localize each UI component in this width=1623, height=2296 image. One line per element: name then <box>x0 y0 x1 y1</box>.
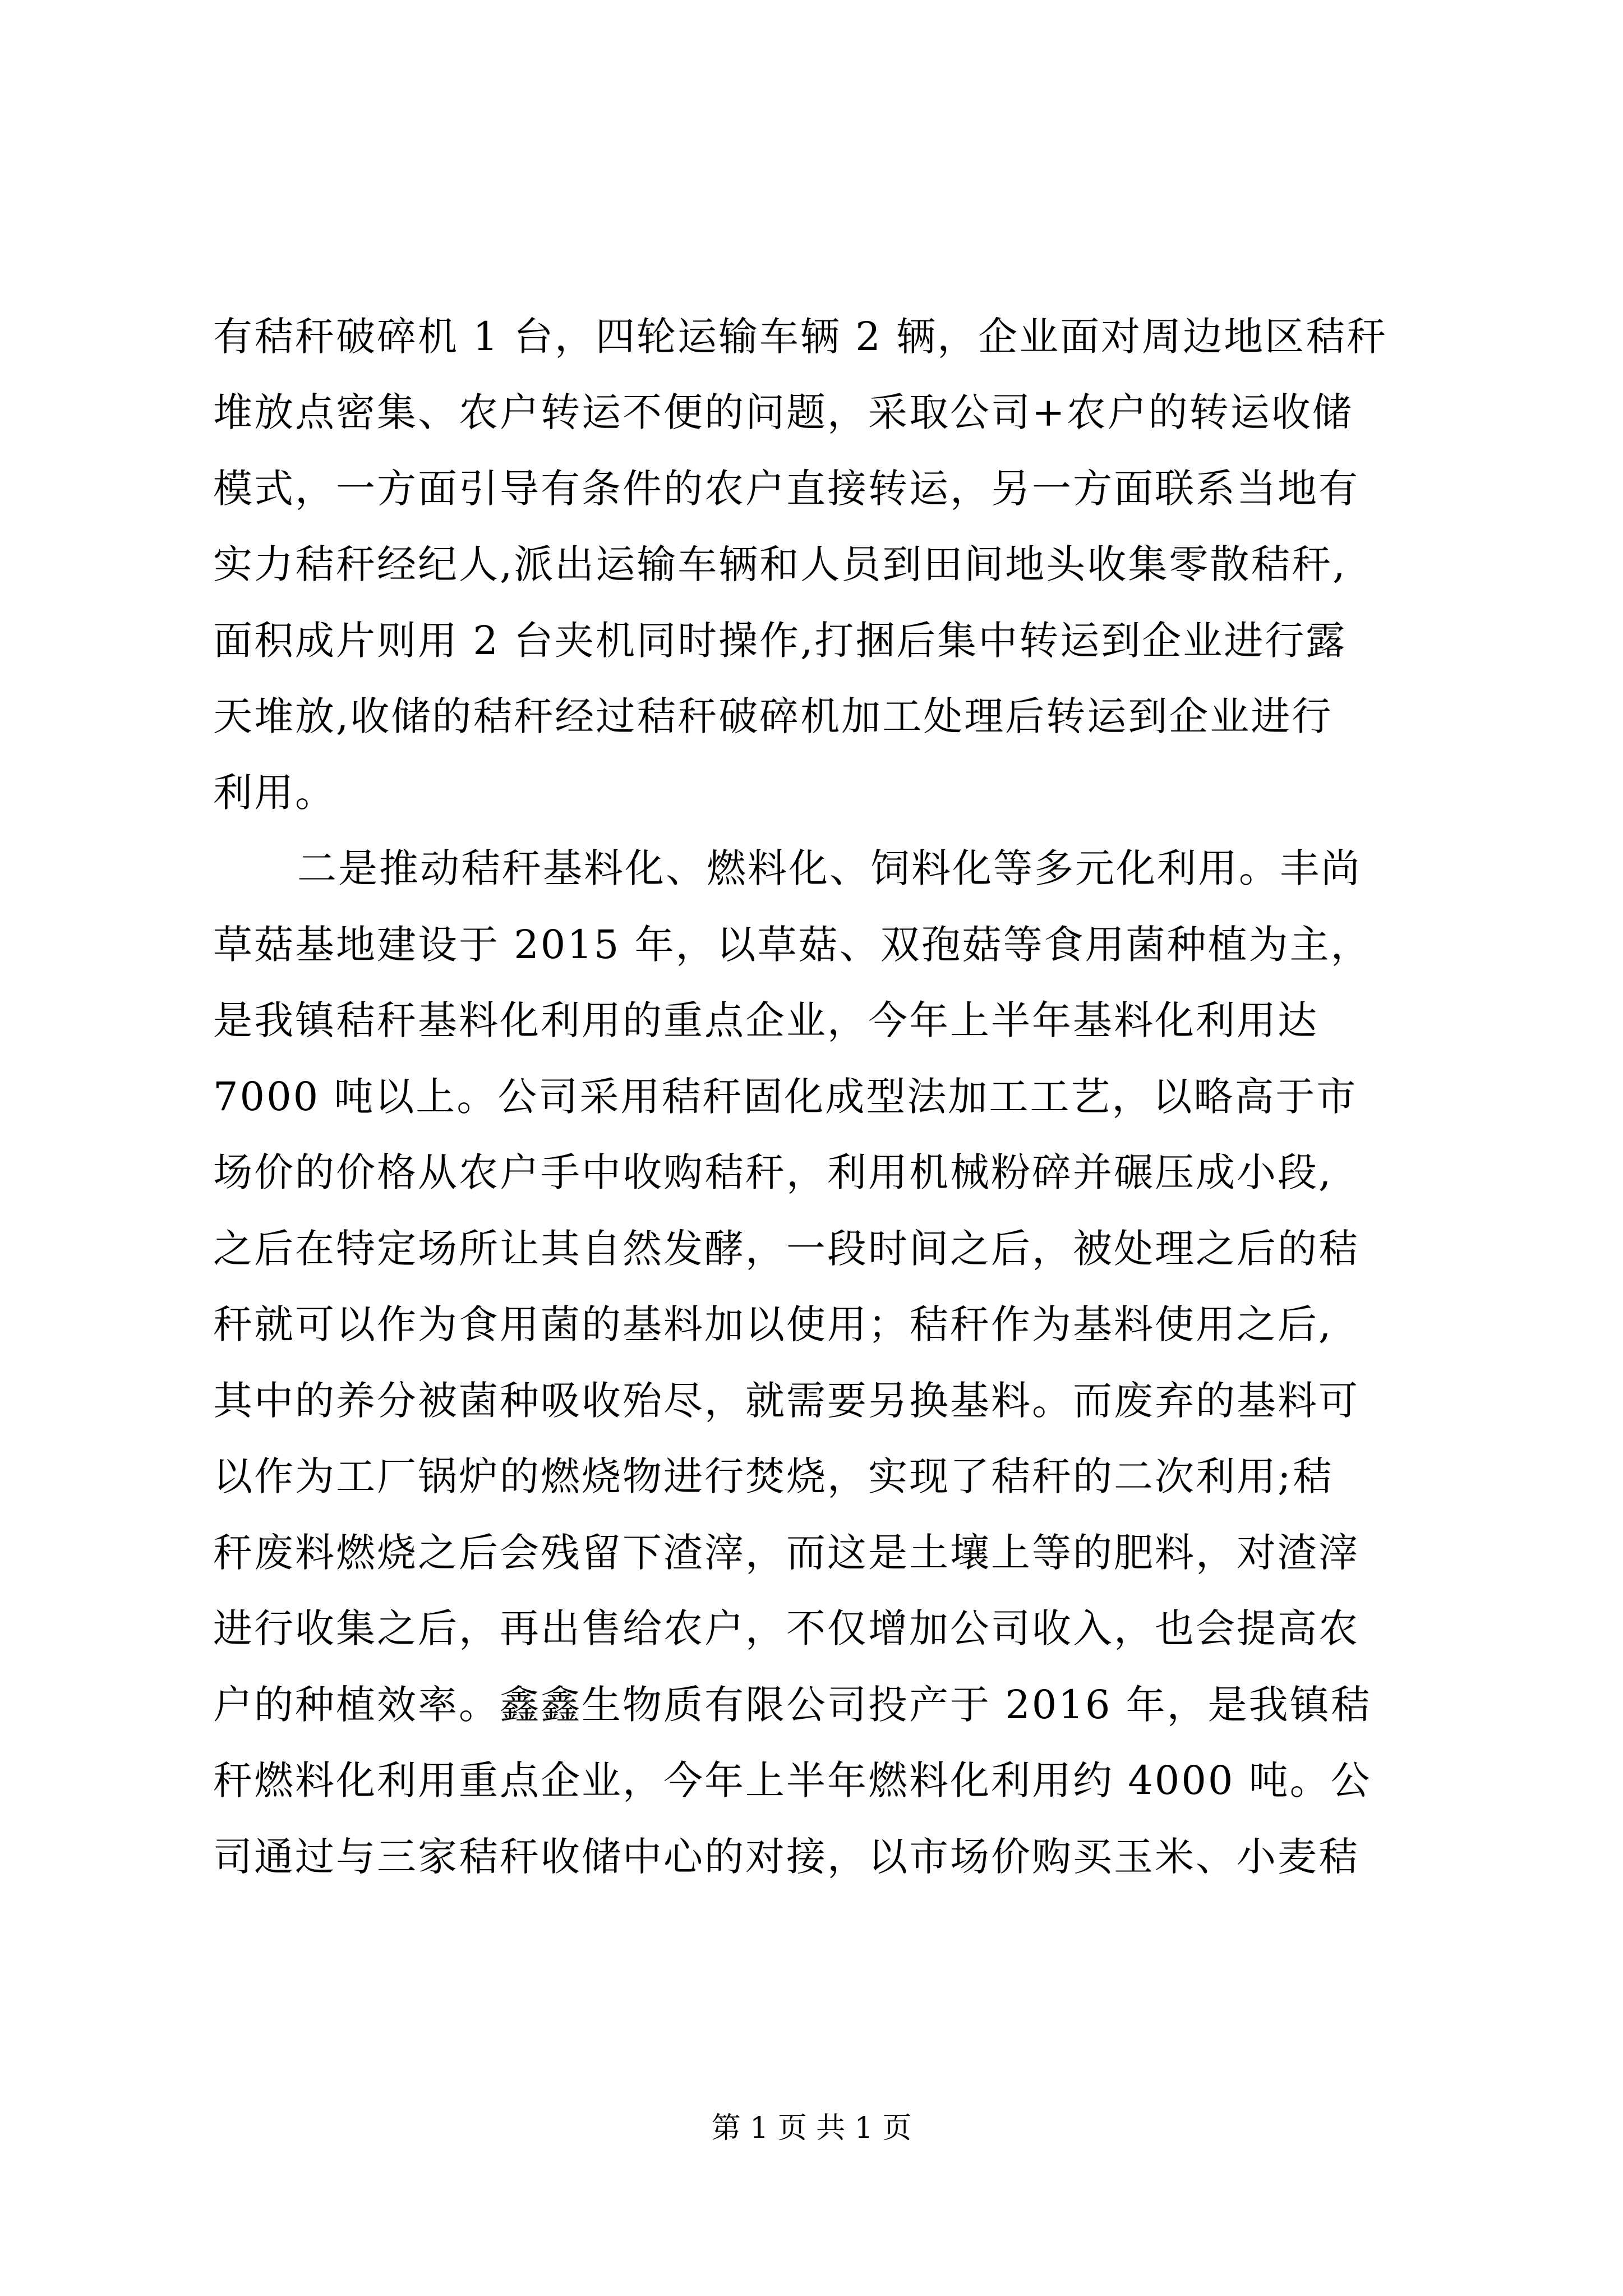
text-line: 草菇基地建设于 2015 年，以草菇、双孢菇等食用菌种植为主， <box>213 922 1372 968</box>
page-footer <box>0 2111 1623 2145</box>
text-line: 实力秸秆经纪人,派出运输车辆和人员到田间地头收集零散秸秆, <box>213 541 1347 587</box>
text-line: 秆燃料化利用重点企业，今年上半年燃料化利用约 4000 吨。公 <box>213 1757 1372 1803</box>
text-line: 是我镇秸秆基料化利用的重点企业，今年上半年基料化利用达 <box>213 997 1318 1043</box>
text-line: 利用。 <box>213 770 336 816</box>
text-line: 天堆放,收储的秸秆经过秸秆破碎机加工处理后转运到企业进行 <box>213 693 1333 739</box>
text-line: 模式，一方面引导有条件的农户直接转运，另一方面联系当地有 <box>213 466 1359 512</box>
text-line: 之后在特定场所让其自然发酵，一段时间之后，被处理之后的秸 <box>213 1226 1359 1272</box>
text-line: 堆放点密集、农户转运不便的问题，采取公司+农户的转运收储 <box>213 389 1353 435</box>
text-line: 以作为工厂锅炉的燃烧物进行焚烧，实现了秸秆的二次利用;秸 <box>213 1453 1334 1499</box>
text-line: 司通过与三家秸秆收储中心的对接，以市场价购买玉米、小麦秸 <box>213 1834 1359 1880</box>
paragraph-first-line: 二是推动秸秆基料化、燃料化、饲料化等多元化利用。丰尚 <box>297 845 1362 891</box>
text-line: 场价的价格从农户手中收购秸秆，利用机械粉碎并碾压成小段, <box>213 1149 1333 1195</box>
text-line: 有秸秆破碎机 1 台，四轮运输车辆 2 辆，企业面对周边地区秸秆 <box>213 314 1388 360</box>
text-line: 进行收集之后，再出售给农户，不仅增加公司收入，也会提高农 <box>213 1605 1359 1651</box>
text-line: 面积成片则用 2 台夹机同时操作,打捆后集中转运到企业进行露 <box>213 618 1347 664</box>
text-line: 秆就可以作为食用菌的基料加以使用；秸秆作为基料使用之后, <box>213 1301 1333 1347</box>
text-line: 其中的养分被菌种吸收殆尽，就需要另换基料。而废弃的基料可 <box>213 1378 1359 1424</box>
text-line: 7000 吨以上。公司采用秸秆固化成型法加工工艺，以略高于市 <box>213 1074 1358 1120</box>
text-line: 秆废料燃烧之后会残留下渣滓，而这是土壤上等的肥料，对渣滓 <box>213 1530 1359 1576</box>
text-line: 户的种植效率。鑫鑫生物质有限公司投产于 2016 年，是我镇秸 <box>213 1682 1372 1728</box>
page-number: 第 1 页 共 1 页 <box>711 2111 912 2145</box>
